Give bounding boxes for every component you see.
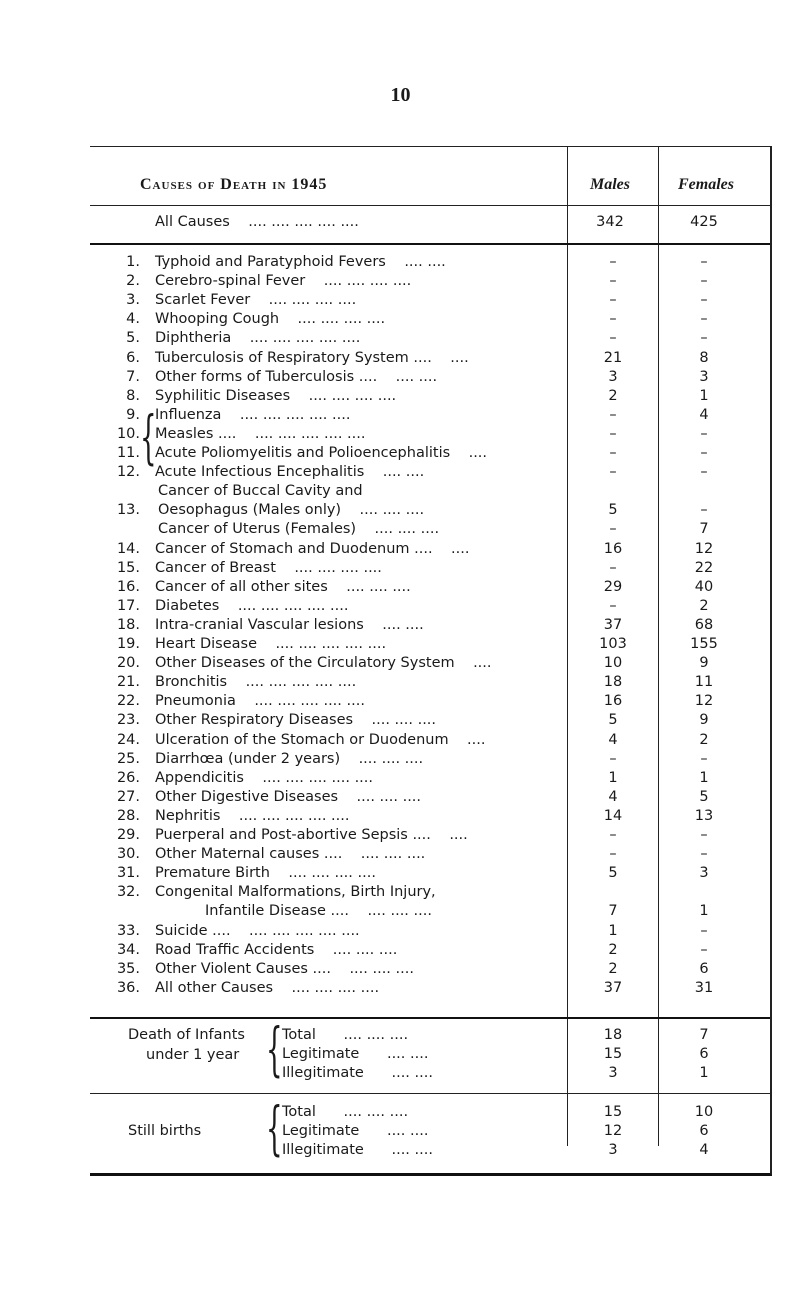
cause-name: Appendicitis [155, 770, 244, 786]
males-value: 1 [608, 770, 618, 786]
cause-name: Typhoid and Paratyphoid Fevers [155, 254, 386, 270]
row-number: 14. [116, 541, 140, 557]
females-column-header: Females [678, 176, 734, 193]
leader-dots: .... .... .... .... .... [254, 693, 365, 709]
males-value: 18 [603, 1027, 623, 1043]
males-value: – [609, 273, 617, 289]
cause-name: Whooping Cough [155, 311, 280, 327]
males-value: – [609, 426, 617, 442]
row-number: 13. [116, 502, 140, 518]
cause-label [155, 579, 411, 595]
sub-row-label [282, 1104, 408, 1120]
causes-divider [90, 1017, 770, 1019]
females-value: – [700, 292, 708, 308]
males-value: 5 [608, 502, 618, 518]
cause-name: Cerebro-spinal Fever [155, 273, 306, 289]
females-value: 1 [699, 1065, 709, 1081]
leader-dots: .... .... .... [346, 579, 411, 595]
leader-dots: .... .... .... [349, 961, 414, 977]
cause-name: Oesophagus (Males only) [158, 502, 342, 518]
females-value: 13 [694, 808, 714, 824]
males-value: 15 [603, 1104, 623, 1120]
cause-label [155, 254, 446, 270]
cause-label [155, 674, 356, 690]
row-number: 35. [116, 961, 140, 977]
leader-dots: .... [473, 655, 492, 671]
cause-label [155, 655, 492, 671]
leader-dots: .... .... [386, 1046, 429, 1062]
cause-label [155, 369, 437, 385]
females-value: 11 [694, 674, 714, 690]
cause-name: Road Traffic Accidents [155, 942, 315, 958]
cause-label [155, 923, 360, 939]
males-value: 4 [608, 732, 618, 748]
cause-label [155, 693, 365, 709]
females-value: 68 [694, 617, 714, 633]
cause-label [155, 846, 425, 862]
row-number: 24. [116, 732, 140, 748]
brace-still-births: { [266, 1094, 283, 1162]
cause-label [155, 827, 468, 843]
all-causes-males: 342 [596, 214, 624, 230]
leader-dots: .... [451, 541, 470, 557]
all-causes-divider [90, 243, 770, 245]
males-column-header: Males [590, 176, 630, 193]
leader-dots: .... .... .... [367, 903, 432, 919]
females-value: 10 [694, 1104, 714, 1120]
females-value: 6 [699, 1123, 709, 1139]
females-value: 1 [699, 903, 709, 919]
males-value: – [609, 598, 617, 614]
leader-dots: .... .... .... [356, 789, 422, 805]
cause-label [158, 502, 424, 518]
cause-name: Congenital Malformations, Birth Injury, [155, 884, 436, 900]
leader-dots: .... .... [386, 1123, 429, 1139]
males-value: – [609, 827, 617, 843]
row-number: 28. [116, 808, 140, 824]
cause-name: Other Diseases of the Circulatory System [155, 655, 455, 671]
cause-name: Influenza [155, 407, 222, 423]
females-value: – [700, 426, 708, 442]
row-number: 9. [126, 407, 140, 423]
males-value: 16 [603, 693, 623, 709]
females-value: – [700, 502, 708, 518]
cause-label [155, 751, 423, 767]
cause-name: Bronchitis [155, 674, 228, 690]
males-value: 12 [603, 1123, 623, 1139]
females-value: – [700, 923, 708, 939]
cause-name: Other Digestive Diseases [155, 789, 339, 805]
sub-row-name: Legitimate [282, 1123, 360, 1139]
cause-label [155, 445, 487, 461]
cause-name: Heart Disease [155, 636, 257, 652]
row-number: 18. [116, 617, 140, 633]
cause-name: Scarlet Fever [155, 292, 251, 308]
cause-label [155, 865, 376, 881]
leader-dots: .... [468, 445, 488, 461]
row-number: 4. [126, 311, 140, 327]
males-value: 18 [603, 674, 623, 690]
leader-dots: .... [467, 732, 486, 748]
females-value: – [700, 445, 708, 461]
row-number: 7. [126, 369, 140, 385]
row-number: 20. [116, 655, 140, 671]
row-number: 19. [116, 636, 140, 652]
cause-label [155, 617, 424, 633]
row-number: 21. [116, 674, 140, 690]
males-value: – [609, 330, 617, 346]
cause-label [155, 426, 365, 442]
column-divider-males [567, 146, 568, 1146]
leader-dots: .... .... .... [374, 521, 440, 537]
females-value: 9 [699, 712, 709, 728]
row-number: 33. [116, 923, 140, 939]
leader-dots: .... .... .... .... .... [254, 426, 366, 442]
infant-deaths-label-1: Death of Infants [128, 1027, 245, 1043]
cause-name: Measles .... [155, 426, 237, 442]
row-number: 16. [116, 579, 140, 595]
leader-dots: .... .... .... .... .... [262, 770, 374, 786]
row-number: 32. [116, 884, 140, 900]
cause-label [155, 961, 414, 977]
cause-label [155, 770, 373, 786]
cause-name: Infantile Disease .... [205, 903, 349, 919]
males-value: – [609, 464, 617, 480]
cause-name: Other forms of Tuberculosis .... [155, 369, 378, 385]
cause-name: Diabetes [155, 598, 220, 614]
sub-row-label [282, 1123, 428, 1139]
cause-label [155, 292, 356, 308]
females-value: 5 [699, 789, 709, 805]
females-value: 1 [699, 770, 709, 786]
row-number: 29. [116, 827, 140, 843]
leader-dots: .... .... .... [343, 1104, 409, 1120]
infants-divider [90, 1093, 770, 1094]
females-value: – [700, 273, 708, 289]
females-value: – [700, 751, 708, 767]
sub-row-name: Illegitimate [282, 1065, 364, 1081]
leader-dots: .... .... [391, 1142, 433, 1158]
row-number: 10. [116, 426, 140, 442]
females-value: – [700, 311, 708, 327]
cause-label [155, 464, 424, 480]
males-value: 10 [603, 655, 623, 671]
still-births-label: Still births [128, 1123, 202, 1139]
males-value: – [609, 846, 617, 862]
leader-dots: .... .... .... .... [323, 273, 412, 289]
leader-dots: .... .... [391, 1065, 433, 1081]
cause-label [155, 789, 421, 805]
cause-name: Nephritis [155, 808, 221, 824]
cause-label [158, 483, 381, 499]
males-value: 7 [608, 903, 618, 919]
cause-name: Pneumonia [155, 693, 236, 709]
cause-name: Cancer of Breast [155, 560, 276, 576]
males-value: – [609, 560, 617, 576]
females-value: 4 [699, 1142, 709, 1158]
males-value: – [609, 521, 617, 537]
leader-dots: .... .... .... .... .... [275, 636, 387, 652]
cause-name: Diphtheria [155, 330, 232, 346]
males-value: 37 [603, 980, 623, 996]
males-value: – [609, 311, 617, 327]
males-value: – [609, 751, 617, 767]
row-number: 31. [116, 865, 140, 881]
cause-label [155, 884, 454, 900]
sub-row-label [282, 1046, 428, 1062]
cause-name: Cancer of Buccal Cavity and [158, 483, 363, 499]
cause-label [155, 273, 411, 289]
cause-name: All other Causes [155, 980, 274, 996]
males-value: 1 [608, 923, 618, 939]
males-value: 21 [603, 350, 623, 366]
row-number: 15. [116, 560, 140, 576]
leader-dots: .... .... [395, 369, 438, 385]
males-value: 37 [603, 617, 623, 633]
cause-name: Cancer of Stomach and Duodenum .... [155, 541, 433, 557]
cause-label [155, 388, 396, 404]
row-number: 26. [116, 770, 140, 786]
males-value: 14 [603, 808, 623, 824]
males-value: 5 [608, 712, 618, 728]
all-causes-females: 425 [690, 214, 718, 230]
sub-row-label [282, 1027, 408, 1043]
cause-label [155, 541, 469, 557]
cause-label [155, 598, 348, 614]
females-value: 7 [699, 521, 709, 537]
cause-label [155, 636, 386, 652]
table-title: Causes of Death in 1945 [140, 176, 328, 193]
males-value: – [609, 254, 617, 270]
row-number: 22. [116, 693, 140, 709]
all-causes-label: All Causes .... .... .... .... .... [155, 214, 359, 230]
females-value: 40 [694, 579, 714, 595]
females-value: 4 [699, 407, 709, 423]
cause-name: Other Violent Causes .... [155, 961, 331, 977]
infant-deaths-label-2: under 1 year [146, 1047, 240, 1063]
sub-row-label [282, 1065, 433, 1081]
leader-dots: .... .... [404, 254, 446, 270]
cause-label [155, 712, 436, 728]
females-value: – [700, 942, 708, 958]
sub-row-name: Legitimate [282, 1046, 360, 1062]
females-value: – [700, 330, 708, 346]
cause-label [155, 980, 379, 996]
males-value: 2 [608, 942, 618, 958]
leader-dots: .... .... .... [332, 942, 398, 958]
leader-dots: .... .... .... [371, 712, 437, 728]
cause-label [155, 942, 397, 958]
row-number: 6. [126, 350, 140, 366]
leader-dots: .... [450, 350, 469, 366]
header-divider [90, 205, 770, 206]
males-value: 5 [608, 865, 618, 881]
row-number: 3. [126, 292, 140, 308]
males-value: 16 [603, 541, 623, 557]
leader-dots: .... .... .... .... .... [249, 330, 361, 346]
row-number: 8. [126, 388, 140, 404]
row-number: 12. [116, 464, 140, 480]
sub-row-name: Illegitimate [282, 1142, 364, 1158]
leader-dots: .... .... .... .... .... [249, 923, 360, 939]
cause-name: Other Maternal causes .... [155, 846, 343, 862]
sub-row-name: Total [282, 1104, 316, 1120]
row-number: 2. [126, 273, 140, 289]
cause-label [155, 732, 485, 748]
females-value: 22 [694, 560, 714, 576]
males-value: – [609, 445, 617, 461]
leader-dots: .... .... .... [360, 846, 426, 862]
cause-label [155, 560, 382, 576]
leader-dots: .... .... .... .... [288, 865, 376, 881]
sub-row-label [282, 1142, 433, 1158]
cause-name: Cancer of all other sites [155, 579, 328, 595]
brace-13: { [140, 403, 157, 471]
females-value: 12 [694, 693, 714, 709]
cause-label [205, 903, 432, 919]
males-value: 3 [608, 369, 618, 385]
males-value: 15 [603, 1046, 623, 1062]
cause-name: Acute Infectious Encephalitis [155, 464, 365, 480]
leader-dots: .... .... .... .... .... [239, 407, 351, 423]
males-value: 4 [608, 789, 618, 805]
row-number: 11. [116, 445, 140, 461]
cause-name: Puerperal and Post-abortive Sepsis .... [155, 827, 431, 843]
cause-label [155, 311, 385, 327]
females-value: 3 [699, 369, 709, 385]
row-number: 36. [116, 980, 140, 996]
cause-label [155, 350, 469, 366]
females-value: – [700, 846, 708, 862]
females-value: 2 [699, 598, 709, 614]
row-number: 17. [116, 598, 140, 614]
females-value: – [700, 827, 708, 843]
leader-dots: .... .... .... .... [294, 560, 382, 576]
cause-name: Other Respiratory Diseases [155, 712, 354, 728]
row-number: 30. [116, 846, 140, 862]
leader-dots: .... .... .... .... [291, 980, 380, 996]
column-divider-females [658, 146, 659, 1146]
cause-label [158, 521, 439, 537]
males-value: – [609, 292, 617, 308]
leader-dots: .... .... [382, 464, 425, 480]
cause-label [155, 330, 360, 346]
leader-dots: .... .... .... .... [268, 292, 357, 308]
leader-dots: .... .... .... .... [297, 311, 386, 327]
cause-name: Intra-cranial Vascular lesions [155, 617, 364, 633]
cause-name: Acute Poliomyelitis and Polioencephalitis [155, 445, 451, 461]
leader-dots: .... .... .... .... .... [245, 674, 357, 690]
females-value: – [700, 254, 708, 270]
leader-dots: .... .... .... .... .... [238, 808, 350, 824]
males-value: 3 [608, 1142, 618, 1158]
cause-name: Cancer of Uterus (Females) [158, 521, 357, 537]
males-value: – [609, 407, 617, 423]
brace-infants: { [266, 1015, 283, 1083]
females-value: 12 [694, 541, 714, 557]
leader-dots: .... .... .... .... .... [237, 598, 349, 614]
females-value: 3 [699, 865, 709, 881]
females-value: 1 [699, 388, 709, 404]
row-number: 27. [116, 789, 140, 805]
females-value: 8 [699, 350, 709, 366]
males-value: 103 [599, 636, 627, 652]
males-value: 2 [608, 961, 618, 977]
cause-name: Tuberculosis of Respiratory System .... [155, 350, 432, 366]
females-value: – [700, 464, 708, 480]
leader-dots: .... .... [382, 617, 424, 633]
females-value: 6 [699, 961, 709, 977]
leader-dots: .... .... .... [358, 751, 424, 767]
page-number: 10 [390, 84, 411, 106]
row-number: 23. [116, 712, 140, 728]
females-value: 7 [699, 1027, 709, 1043]
leader-dots: .... .... .... .... [308, 388, 397, 404]
cause-name: Diarrhœa (under 2 years) [155, 751, 341, 767]
row-number: 34. [116, 942, 140, 958]
row-number: 5. [126, 330, 140, 346]
females-value: 31 [694, 980, 714, 996]
females-value: 6 [699, 1046, 709, 1062]
males-value: 29 [603, 579, 623, 595]
row-number: 25. [116, 751, 140, 767]
females-value: 155 [690, 636, 718, 652]
males-value: 3 [608, 1065, 618, 1081]
sub-row-name: Total [282, 1027, 316, 1043]
cause-name: Syphilitic Diseases [155, 388, 291, 404]
cause-label [155, 407, 350, 423]
cause-name: Suicide .... [155, 923, 231, 939]
leader-dots: .... .... .... [343, 1027, 409, 1043]
leader-dots: .... .... .... [359, 502, 425, 518]
cause-name: Ulceration of the Stomach or Duodenum [155, 732, 449, 748]
males-value: 2 [608, 388, 618, 404]
cause-name: Premature Birth [155, 865, 270, 881]
females-value: 2 [699, 732, 709, 748]
females-value: 9 [699, 655, 709, 671]
cause-label [155, 808, 349, 824]
row-number: 1. [126, 254, 140, 270]
leader-dots: .... [449, 827, 468, 843]
